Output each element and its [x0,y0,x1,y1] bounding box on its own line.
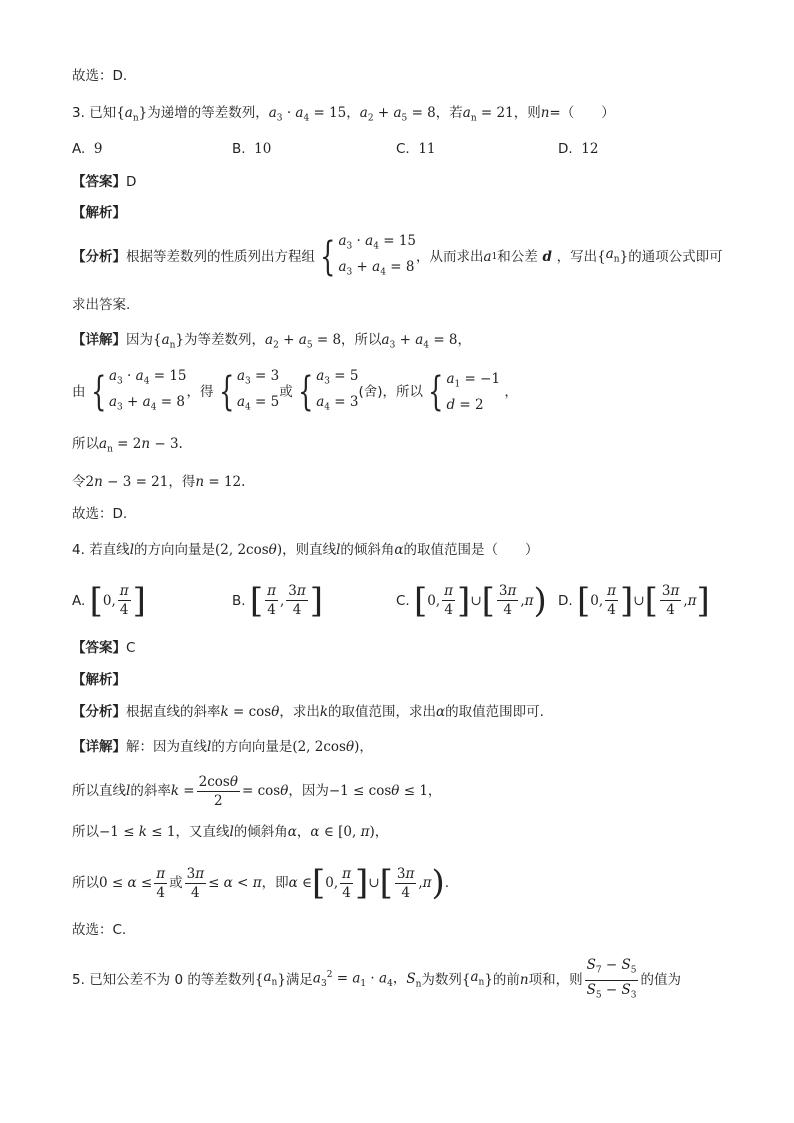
q3-option-b: B. 10 [232,141,272,157]
q3-answer: 【答案】D [72,174,137,190]
q4-option-a: A. [ 0, $\frac{\pi}{4}$ ] [72,580,146,621]
q4-option-d: D. [ 0, $\frac{\pi}{4}$ ] ∪ [ $\frac{3\pi}{4}$ , π ] [558,580,710,621]
q3-xiangjie-2: 由 { $a_3 \cdot a_4 = 15$ $a_3 + a_4 = 8$ ，得 { $a_3 = 3$ $a_4 = 5$ 或 { $a_3 = 5$ $a_4 = 3$ (舍)，所以 { $a_1 = -1$ d = 2 ， [72,368,518,415]
q3-option-a: A. 9 [72,141,103,157]
q4-fenxi: 【分析】根据直线的斜率k = cosθ，求出k的取值范围，求出α的取值范围即可. [72,704,544,720]
q4-xiangjie-1: 【详解】解：因为直线l的方向向量是(2, 2cosθ)， [72,739,373,755]
q4-xiangjie-4: 所以 0 ≤ α ≤ $\frac{\pi}{4}$ 或 $\frac{3\pi}{4}$ ≤ α < π ，即 α ∈ [ 0, $\frac{\pi}{4}$ ] ∪ [ $\frac{3\pi}{4}$ , π ) . [72,863,450,903]
q3-analysis-heading: 【解析】 [72,205,126,221]
q3-option-d: D. 12 [558,141,599,157]
q3-option-c: C. 11 [396,141,436,157]
q5-stem: 5. 已知公差不为 0 的等差数列 { $a_n$ } 满足 $a_3^2 = a_1 \cdot a_4$，$S_n$ 为数列 { $a_n$ } 的前 n 项和，则 $\frac{S_7 - S_5}{S_5 - S_3}$ 的值为 [72,956,681,1001]
q4-option-b: B. [ $\frac{\pi}{4}$ , $\frac{3\pi}{4}$ ] [232,580,324,621]
q3-xiangjie-1: 【详解】因为$\{a_n\}$为等差数列，$a_2 + a_5 = 8$，所以$a_3 + a_4 = 8$， [72,332,472,351]
q4-answer: 【答案】C [72,640,136,656]
q3-fenxi-cont: 求出答案. [72,297,131,313]
q4-conclusion: 故选：C. [72,922,127,938]
q4-xiangjie-2: 所以直线 l 的斜率 k = $\frac{2\cos\theta}{2}$ = cosθ ，因为 −1 ≤ cosθ ≤ 1， [72,773,442,809]
q3-conclusion: 故选：D. [72,506,128,522]
q4-stem: 4. 若直线l的方向向量是(2, 2cosθ)，则直线l的倾斜角α的取值范围是（ ） [72,542,539,558]
q3-xiangjie-4: 令2n − 3 = 21，得n = 12. [72,474,246,490]
q4-analysis-heading: 【解析】 [72,672,126,688]
q3-fenxi: 【分析】 根据等差数列的性质列出方程组 { $a_3 \cdot a_4 = 15$ $a_3 + a_4 = 8$ ，从而求出 a 1 和公差 d ，写出 { $a_n$ } 的通项公式即可 [72,233,723,280]
q4-option-c: C. [ 0, $\frac{\pi}{4}$ ] ∪ [ $\frac{3\pi}{4}$ , π ) [396,580,547,621]
q3-stem: 3. 已知$\{a_n\}$为递增的等差数列，$a_3 \cdot a_4 = 15$，$a_2 + a_5 = 8$，若$a_n = 21$，则n=（ ） [72,105,615,124]
q2-conclusion: 故选：D. [72,68,128,84]
q3-xiangjie-3: 所以$a_n = 2n - 3$. [72,436,183,455]
q4-xiangjie-3: 所以−1 ≤ k ≤ 1，又直线l的倾斜角α，α ∈ [0, π)， [72,824,389,840]
